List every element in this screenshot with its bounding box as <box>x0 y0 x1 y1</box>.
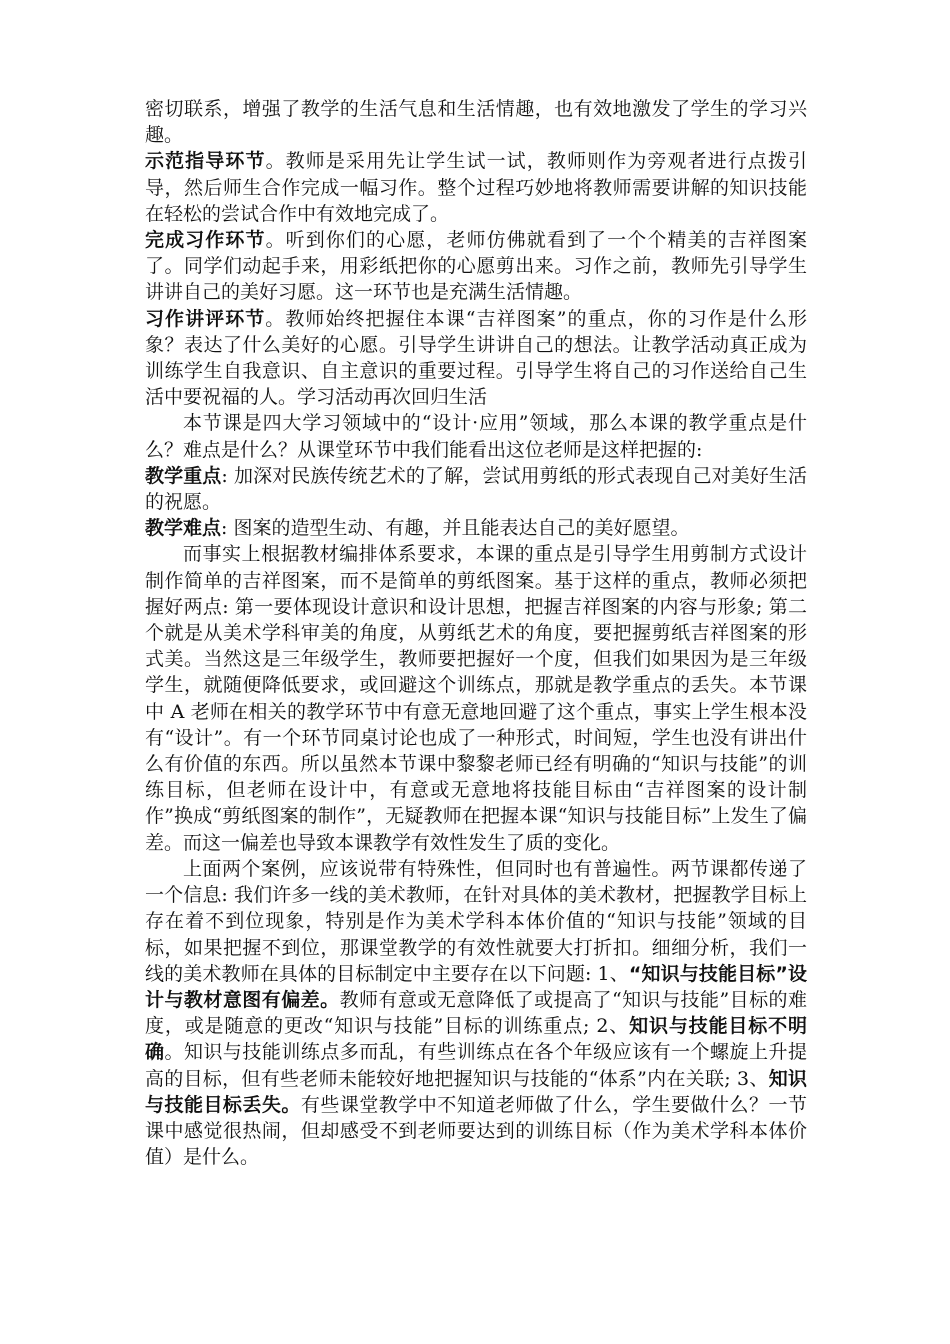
paragraph-complete-work <box>145 227 807 306</box>
body-text: 本节课是四大学习领域中的“设计·应用”领域，那么本课的教学重点是什么？难点是什么？从课堂环节中我们能看出这位老师是这样把握的: <box>145 412 807 461</box>
body-text: : 加深对民族传统艺术的了解，尝试用剪纸的形式表现自己对美好生活的祝愿。 <box>145 464 807 514</box>
emphasis-text: 知识与技能目标丢失。 <box>145 1067 807 1116</box>
body-text: 。听到你们的心愿，老师仿佛就看到了一个个精美的吉祥图案了。同学们动起手来，用彩纸把你的心愿剪出来。习作之前，教师先引导学生讲讲自己的美好习愿。这一环节也是充满生活情趣。 <box>145 229 807 304</box>
paragraph-work-review <box>145 306 807 411</box>
body-text: 。教师始终把握住本课“吉祥图案”的重点，你的习作是什么形象？表达了什么美好的心愿。引导学生讲讲自己的想法。让教学活动真正成为训练学生自我意识、自主意识的重要过程。引导学生将自己的习作送给自己生活中要祝福的人。学习活动再次回归生活 <box>145 307 807 409</box>
paragraph-demo-guidance <box>145 148 807 227</box>
body-text: 有些课堂教学中不知道老师做了什么，学生要做什么？一节课中感觉很热闹，但却感受不到老师要达到的训练目标（作为美术学科本体价值）是什么。 <box>145 1093 807 1169</box>
section-heading: 完成习作环节 <box>145 229 266 252</box>
paragraph-design-application <box>145 410 807 462</box>
body-text: : 图案的造型生动、有趣，并且能表达自己的美好愿望。 <box>221 517 690 540</box>
emphasis-text: 知识与技能目标不明确 <box>145 1015 807 1064</box>
paragraph-conclusion <box>145 856 807 1170</box>
body-text: 。知识与技能训练点多而乱，有些训练点在各个年级应该有一个螺旋上升提高的目标，但有些老师未能较好地把握知识与技能的“体系”内在关联; 3、 <box>145 1041 807 1090</box>
paragraph-analysis <box>145 541 807 855</box>
section-heading: 教学难点 <box>145 517 222 540</box>
paragraph-continued-intro <box>145 96 807 148</box>
emphasis-text: “知识与技能目标”设计与教材意图有偏差。 <box>145 962 808 1011</box>
section-heading: 教学重点 <box>145 464 222 487</box>
document-page <box>145 96 807 1170</box>
body-text: 。教师是采用先让学生试一试，教师则作为旁观者进行点拨引导，然后师生合作完成一幅习作。整个过程巧妙地将教师需要讲解的知识技能在轻松的尝试合作中有效地完成了。 <box>145 150 807 225</box>
paragraph-teaching-focus <box>145 463 807 515</box>
body-text: 上面两个案例，应该说带有特殊性，但同时也有普遍性。两节课都传递了一个信息: 我们许多一线的美术教师，在针对具体的美术教材，把握教学目标上存在着不到位现象，特别是作为美术学科本体价值的“知识与技能”领域的目标，如果把握不到位，那课堂教学的有效性就要大打折扣。细细分析，我们一线的美术教师在具体的目标制定中主要存在以下问题: 1、 <box>145 857 807 985</box>
paragraph-teaching-difficulty <box>145 515 807 541</box>
body-text: 密切联系，增强了教学的生活气息和生活情趣，也有效地激发了学生的学习兴趣。 <box>145 98 807 147</box>
body-text: 而事实上根据教材编排体系要求，本课的重点是引导学生用剪制方式设计制作简单的吉祥图案，而不是简单的剪纸图案。基于这样的重点，教师必须把握好两点: 第一要体现设计意识和设计思想，把握吉祥图案的内容与形象; 第二个就是从美术学科审美的角度，从剪纸艺术的角度，要把握剪纸吉祥图案的形式美。当然这是三年级学生，教师要把握好一个度，但我们如果因为是三年级学生，就随便降低要求，或回避这个训练点，那就是教学重点的丢失。本节课中 A 老师在相关的教学环节中有意无意地回避了这个重点，事实上学生根本没有“设计”。有一个环节同桌讨论也成了一种形式，时间短，学生也没有讲出什么有价值的东西。所以虽然本节课中黎黎老师已经有明确的“知识与技能”的训练目标，但老师在设计中，有意或无意地将技能目标由“吉祥图案的设计制作”换成“剪纸图案的制作”，无疑教师在把握本课“知识与技能目标”上发生了偏差。而这一偏差也导致本课教学有效性发生了质的变化。 <box>145 543 807 854</box>
section-heading: 习作讲评环节 <box>145 307 266 330</box>
body-text: 教师有意或无意降低了或提高了“知识与技能”目标的难度，或是随意的更改“知识与技能”目标的训练重点; 2、 <box>145 988 807 1038</box>
section-heading: 示范指导环节 <box>145 150 266 173</box>
